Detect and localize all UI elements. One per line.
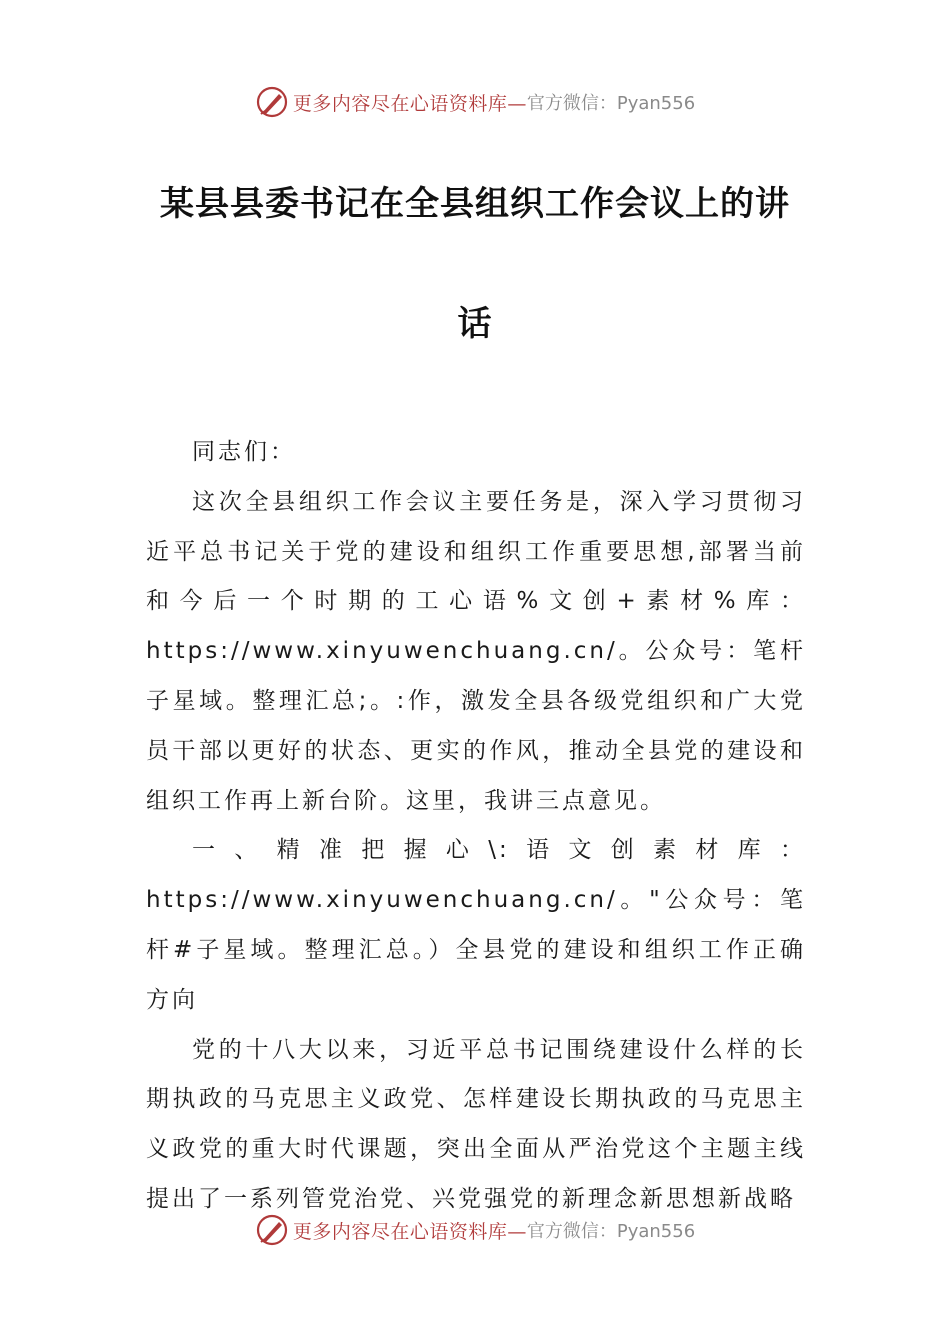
watermark-text-grey: 官方微信：Pyan556 (526, 93, 696, 114)
greeting: 同志们： (192, 439, 296, 465)
document-title-continued: 话 (457, 304, 493, 344)
header-watermark (0, 82, 950, 122)
quill-logo-icon (255, 1213, 289, 1247)
paragraph: 这次全县组织工作会议主要任务是，深入学习贯彻习近平总书记关于党的建设和组织工作重要思想,部署当前和今后一个时期的工心语%文创+素材%库：https://www.xinyuwenchuang.cn/。公众号：笔杆子星域。整理汇总;。:作，激发全县各级党组织和广大党员干部以更好的状态、更实的作风，推动全县党的建设和组织工作再上新台阶。这里，我讲三点意见。 (146, 488, 806, 814)
paragraph: 一、精准把握心\:语文创素材库：https://www.xinyuwenchuang.cn/。"公众号：笔杆#子星域。整理汇总。）全县党的建设和组织工作正确方向 (146, 837, 806, 1013)
paragraph: 党的十八大以来，习近平总书记围绕建设什么样的长期执政的马克思主义政党、怎样建设长期执政的马克思主义政党的重大时代课题，突出全面从严治党这个主题主线提出了一系列管党治党、兴党强党的新理念新思想新战略 (146, 1036, 806, 1212)
watermark-text-red: 更多内容尽在心语资料库— (292, 92, 527, 115)
watermark-text-red: 更多内容尽在心语资料库— (292, 1220, 527, 1243)
document-title: 某县县委书记在全县组织工作会议上的讲 (160, 184, 790, 224)
document-body (146, 428, 806, 1225)
watermark-text-grey: 官方微信：Pyan556 (526, 1221, 696, 1242)
quill-logo-icon (255, 85, 289, 119)
footer-watermark (0, 1210, 950, 1250)
